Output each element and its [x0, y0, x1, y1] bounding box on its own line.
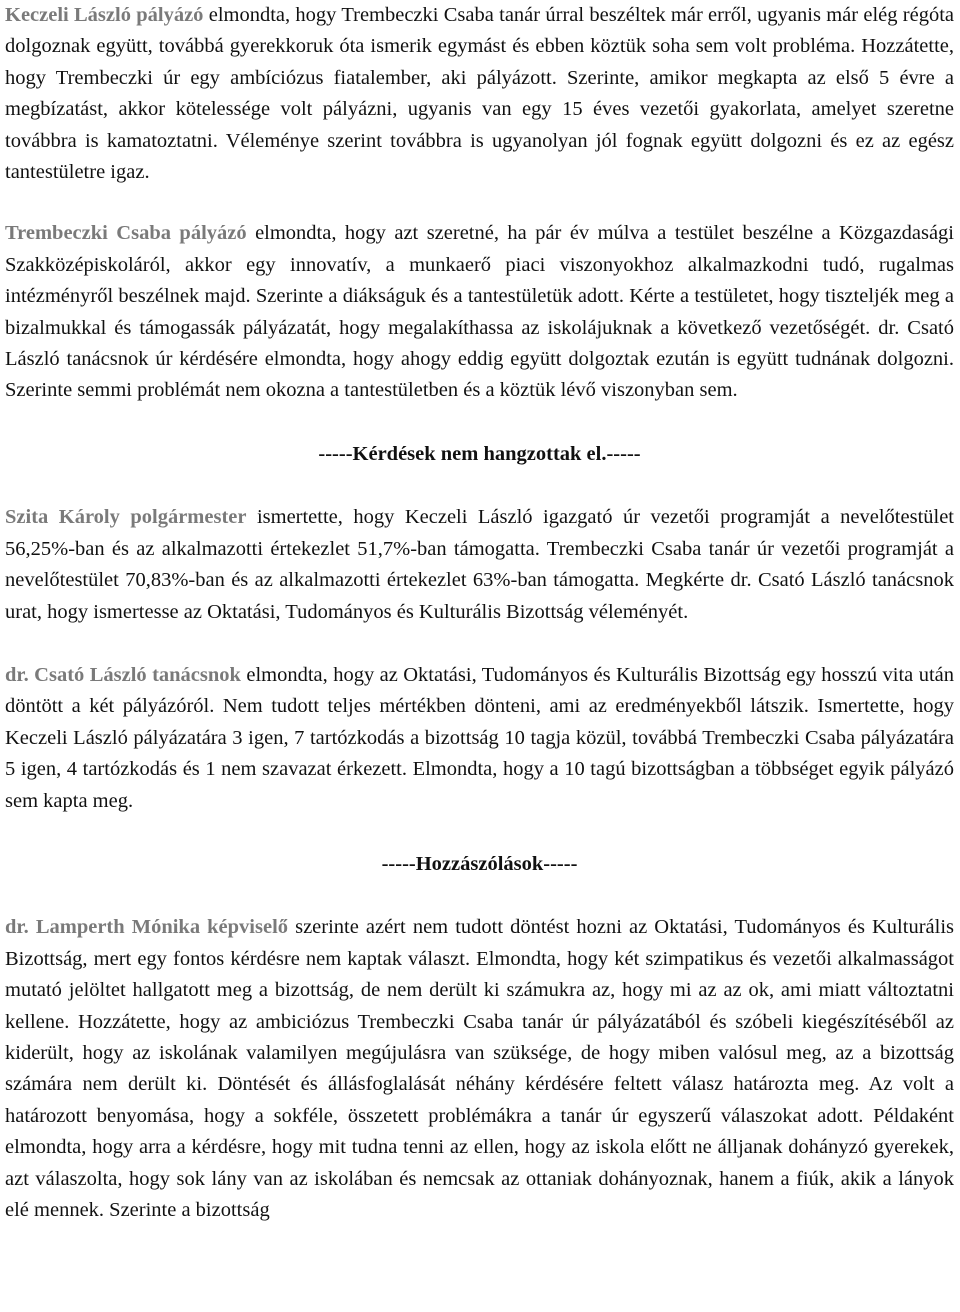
paragraph-spacer — [5, 188, 954, 218]
paragraph-lamperth — [5, 912, 954, 1226]
paragraph-spacer — [5, 407, 954, 439]
paragraph-spacer — [5, 470, 954, 502]
speaker-name: dr. Lamperth Mónika képviselő — [5, 916, 289, 939]
speaker-name: dr. Csató László tanácsnok — [5, 663, 241, 686]
paragraph-spacer — [5, 817, 954, 849]
section-heading-questions: -----Kérdések nem hangzottak el.----- — [318, 442, 641, 465]
speaker-name: Trembeczki Csaba pályázó — [5, 222, 247, 245]
paragraph-text: ismertette, hogy Keczeli László igazgató úr vezetői programját a nevelőtestület 56,25%-ban és az alkalmazotti értekezlet 51,7%-ban támogatta. Trembeczki Csaba tanár úr vezetői programját a nevelőtestület 70,83%-ban és az alkalmazotti értekezlet 63%-ban támogatta. Megkérte dr. Csató László tanácsnok urat, hogy ismertesse az Oktatási, Tudományos és Kulturális Bizottság véleményét. — [5, 506, 954, 623]
paragraph-szita — [5, 502, 954, 628]
speaker-name: Szita Károly polgármester — [5, 506, 247, 529]
section-heading-comments: -----Hozzászólások----- — [381, 852, 578, 875]
paragraph-text: elmondta, hogy az Oktatási, Tudományos és Kulturális Bizottság egy hosszú vita után döntött a két pályázóról. Nem tudott teljes mértékben dönteni, ami az eredményekből látszik. Ismertette, hogy Keczeli László pályázatára 3 igen, 7 tartózkodás a bizottság 10 tagja közül, továbbá Trembeczki Csaba pályázatára 5 igen, 4 tartózkodás és 1 nem szavazat érkezett. Elmondta, hogy a 10 tagú bizottságban a többséget egyik pályázó sem kapta meg. — [5, 663, 954, 812]
paragraph-csato — [5, 660, 954, 817]
paragraph-trembeczki — [5, 218, 954, 406]
paragraph-spacer — [5, 628, 954, 660]
paragraph-keczeli — [5, 0, 954, 188]
paragraph-text: szerinte azért nem tudott döntést hozni az Oktatási, Tudományos és Kulturális Bizottság, mert egy fontos kérdésre nem kaptak választ. Elmondta, hogy két szimpatikus és vezetői alkalmasságot mutató jelöltet hallgatott meg a bizottság, de nem derült ki számukra az, hogy mi az az ok, ami miatt változtatni kellene. Hozzátette, hogy az ambiciózus Trembeczki Csaba tanár úr pályázatából és szóbeli kiegészítéséből az kiderült, hogy az iskolának valamilyen megújulásra van szüksége, de hogy miben valósul meg, az a bizottság számára nem derült ki. Döntését és állásfoglalását néhány kérdésére feltett válasz határozta meg. Az volt a határozott benyomása, hogy a sokféle, összetett problémákra a tanár úr egyszerű válaszokat adott. Példaként elmondta, hogy arra a kérdésre, hogy mit tudna tenni az ellen, hogy az iskola előtt ne álljanak dohányzó gyerekek, azt válaszolta, hogy sok lány van az iskolában és nemcsak az ottaniak dohányoznak, hanem a fiúk, akik a lányok elé mennek. Szerinte a bizottság — [5, 916, 954, 1221]
speaker-name: Keczeli László pályázó — [5, 4, 204, 26]
paragraph-spacer — [5, 880, 954, 912]
paragraph-text: elmondta, hogy azt szeretné, ha pár év múlva a testület beszélne a Közgazdasági Szakközépiskoláról, akkor egy innovatív, a munkaerő piaci viszonyokhoz alkalmazkodni tudó, rugalmas intézményről beszélnek majd. Szerinte a diákságuk és a tantestületük adott. Kérte a testületet, hogy tiszteljék meg a bizalmukkal és támogassák pályázatát, hogy megalakíthassa az iskolájuknak a következő vezetőségét. dr. Csató László tanácsnok úr kérdésére elmondta, hogy ahogy eddig együtt dolgoztak ezután is együtt tudnának dolgozni. Szerinte semmi problémát nem okozna a tantestületben és a köztük lévő viszonyban sem. — [5, 222, 954, 402]
paragraph-text: elmondta, hogy Trembeczki Csaba tanár úrral beszéltek már erről, ugyanis már elég régóta dolgoznak együtt, továbbá gyerekkoruk óta ismerik egymást és ebben köztük soha sem volt probléma. Hozzátette, hogy Trembeczki úr egy ambíciózus fiatalember, aki pályázott. Szerinte, amikor megkapta az első 5 évre a megbízatást, akkor kötelessége volt pályázni, ugyanis van egy 15 éves vezetői gyakorlata, amelyet szeretne továbbra is kamatoztatni. Véleménye szerint továbbra is ugyanolyan jól fognak együtt dolgozni és ez az egész tantestületre igaz. — [5, 4, 955, 184]
